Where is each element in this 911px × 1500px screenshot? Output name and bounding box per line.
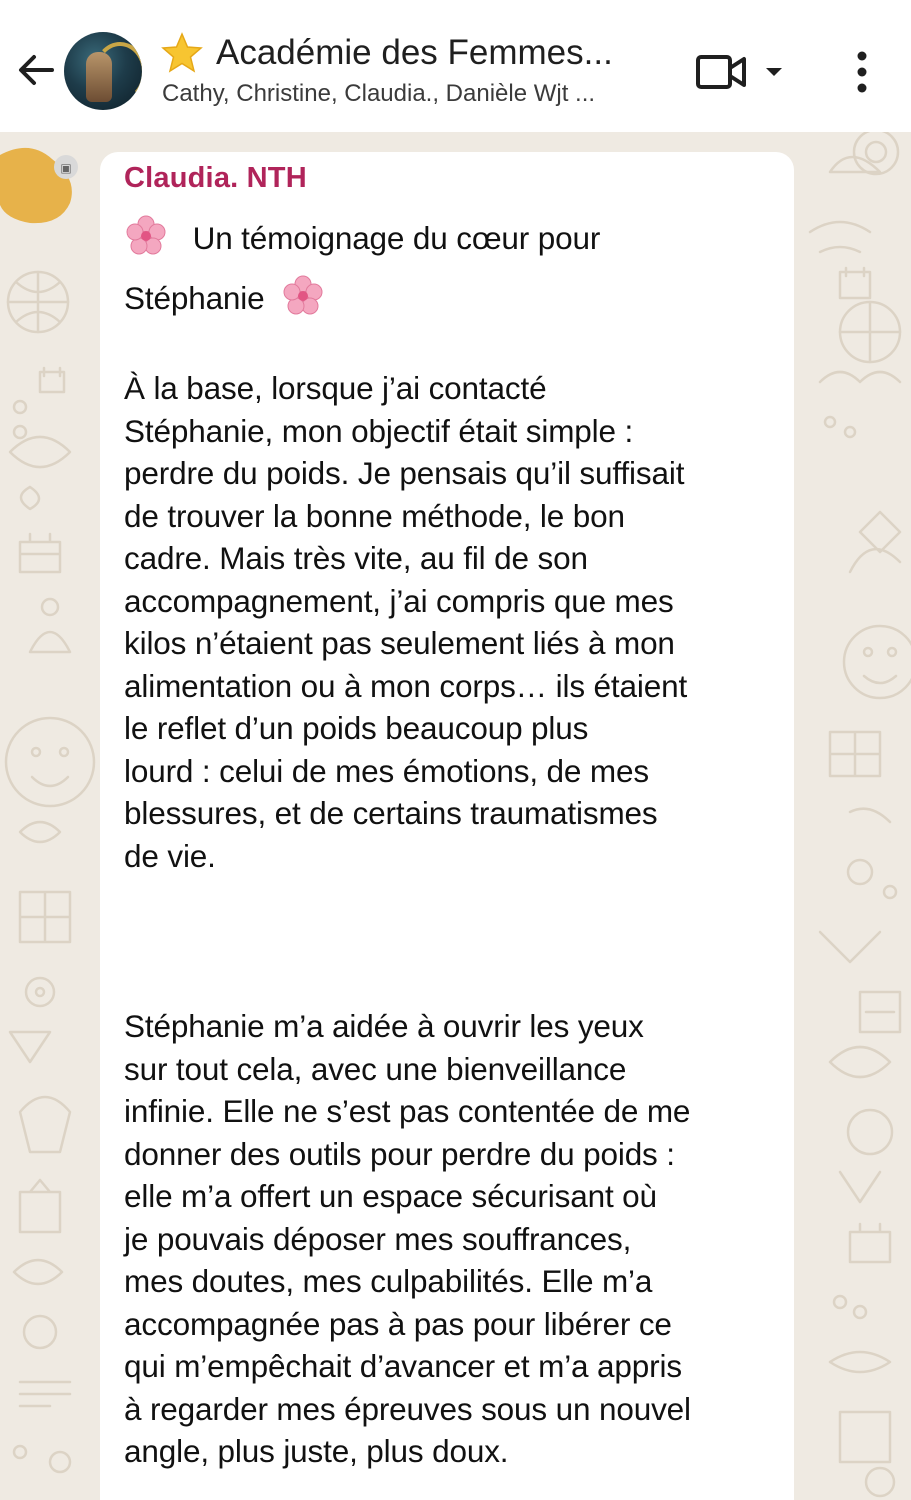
message-heading-text: Stéphanie — [124, 280, 265, 316]
message-text-line: alimentation ou à mon corps… ils étaient — [124, 668, 688, 704]
message-text-line: mes doutes, mes culpabilités. Elle m’a — [124, 1263, 653, 1299]
sender-avatar[interactable] — [0, 145, 80, 225]
video-camera-icon — [694, 50, 752, 94]
svg-text:▣: ▣ — [60, 161, 72, 175]
message-heading-line — [124, 214, 600, 258]
message-text-line: kilos n’étaient pas seulement liés à mon — [124, 625, 675, 661]
more-options-button[interactable] — [844, 48, 880, 96]
cherry-blossom-icon — [281, 274, 325, 318]
message-text-line: de trouver la bonne méthode, le bon — [124, 498, 625, 534]
group-avatar[interactable] — [64, 32, 142, 110]
group-title-row[interactable] — [160, 30, 613, 76]
back-button[interactable] — [14, 48, 58, 92]
video-call-button[interactable] — [694, 50, 790, 94]
message-text-line: cadre. Mais très vite, au fil de son — [124, 540, 588, 576]
message-text-line: le reflet d’un poids beaucoup plus — [124, 710, 589, 746]
group-participants[interactable]: Cathy, Christine, Claudia., Danièle Wjt ... — [162, 80, 596, 107]
more-vertical-icon — [844, 48, 880, 96]
message-text-line: À la base, lorsque j’ai contacté — [124, 370, 547, 406]
message-heading-line — [124, 274, 325, 318]
message-text-line: qui m’empêchait d’avancer et m’a appris — [124, 1348, 682, 1384]
message-text-line: à regarder mes épreuves sous un nouvel — [124, 1391, 691, 1427]
star-icon — [160, 31, 204, 75]
message-text-line: blessures, et de certains traumatismes — [124, 795, 658, 831]
message-text-line: lourd : celui de mes émotions, de mes — [124, 753, 649, 789]
chat-header — [0, 0, 911, 132]
message-text-line: elle m’a offert un espace sécurisant où — [124, 1178, 657, 1214]
message-text-line: infinie. Elle ne s’est pas contentée de me — [124, 1093, 691, 1129]
arrow-left-icon — [14, 48, 58, 92]
message-text-line: perdre du poids. Je pensais qu’il suffisait — [124, 455, 685, 491]
message-text-line: accompagnement, j’ai compris que mes — [124, 583, 674, 619]
message-text-line: Stéphanie, mon objectif était simple : — [124, 413, 634, 449]
message-text-line: de vie. — [124, 838, 216, 874]
cherry-blossom-icon — [124, 214, 168, 258]
caret-down-icon[interactable] — [762, 50, 786, 94]
message-text-line: je pouvais déposer mes souffrances, — [124, 1221, 632, 1257]
message-text-line: angle, plus juste, plus doux. — [124, 1433, 509, 1469]
message-heading-text: Un témoignage du cœur pour — [192, 220, 601, 256]
message-text-line: Stéphanie m’a aidée à ouvrir les yeux — [124, 1008, 644, 1044]
message-text-line: donner des outils pour perdre du poids : — [124, 1136, 675, 1172]
message-text-line: sur tout cela, avec une bienveillance — [124, 1051, 627, 1087]
group-title: Académie des Femmes... — [216, 33, 613, 72]
message-text-line: accompagnée pas à pas pour libérer ce — [124, 1306, 672, 1342]
message-sender-name[interactable]: Claudia. NTH — [124, 162, 307, 194]
